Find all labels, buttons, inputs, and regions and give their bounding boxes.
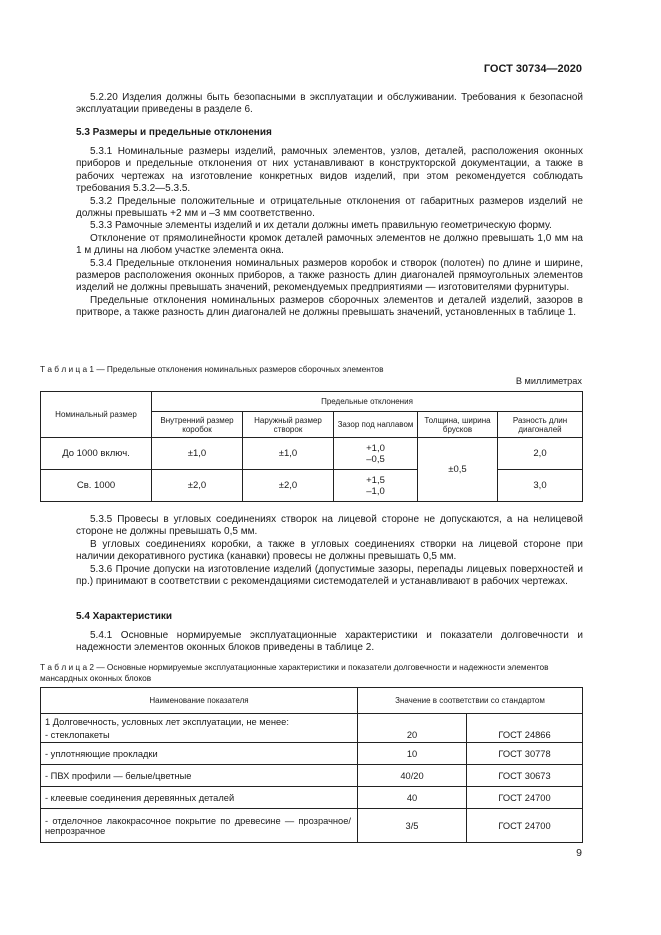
table1-cell-inner: ±2,0 [152, 470, 243, 502]
table-row [41, 765, 583, 787]
table1-cell-size: До 1000 включ. [41, 438, 152, 470]
table1-header-col: Толщина, ширина брусков [418, 412, 498, 438]
table-row [41, 470, 583, 502]
table1-cell-inner: ±1,0 [152, 438, 243, 470]
section-5-4 [76, 611, 583, 623]
paragraph-5-3-1: 5.3.1 Номинальные размеры изделий, рамочных элементов, узлов, деталей, расположения оконных приборов и предельные отклонения от них устанавливают в конструкторской документации, а также в рабочих чертежах на изготовление конкретных видов изделий, при этом рекомендуется соблюдать требования 5.3.2—5.3.5. [76, 146, 583, 195]
table1-cell-gap [334, 438, 418, 470]
table1-cell-thickness: ±0,5 [418, 438, 498, 502]
table1-header-group: Предельные отклонения [152, 392, 583, 412]
paragraph-5-3-4-b: Предельные отклонения номинальных размеров сборочных элементов и деталей изделий, зазоров в притворе, а также разность длин диагоналей не должны превышать значений, установленных в таблице 1. [76, 294, 583, 319]
table1-gap-top: +1,5 [366, 474, 385, 486]
table2-cell-value: 3/5 [358, 809, 467, 843]
table2-cell-standard: ГОСТ 24700 [467, 787, 583, 809]
section-5-4-1 [76, 630, 583, 655]
section-5-3 [76, 127, 583, 139]
table2-header-value: Значение в соответствии со стандартом [358, 688, 583, 714]
table1-caption: Т а б л и ц а 1 — Предельные отклонения номинальных размеров сборочных элементов [40, 364, 384, 374]
paragraph-5-3-5-b: В угловых соединениях коробки, а также в угловых соединениях створки на лицевой стороне при наличии декоративного рустика (канавки) провесы не должны превышать 0,5 мм. [76, 538, 583, 563]
table2-cell-value: 20 [358, 728, 467, 743]
table1-cell-diag: 2,0 [498, 438, 583, 470]
table2-cell-standard: ГОСТ 24700 [467, 809, 583, 843]
table1-gap-top: +1,0 [366, 442, 385, 454]
table1-header-col: Разность длин диагоналей [498, 412, 583, 438]
table2-cell-standard: ГОСТ 30778 [467, 743, 583, 765]
table1-header-col: Наружный размер створок [243, 412, 334, 438]
table1-gap-bottom: –1,0 [366, 485, 385, 497]
heading-5-4: 5.4 Характеристики [76, 611, 173, 622]
paragraph-5-3-5: 5.3.5 Провесы в угловых соединениях створок на лицевой стороне не допускаются, а на нелицевой стороне не должны превышать 0,5 мм. [76, 514, 583, 538]
table1-units: В миллиметрах [515, 376, 582, 386]
section-5-2-20 [76, 92, 583, 117]
document-code: ГОСТ 30734—2020 [483, 63, 582, 75]
table2-cell-standard: ГОСТ 24866 [467, 728, 583, 743]
heading-5-3: 5.3 Размеры и предельные отклонения [76, 127, 272, 138]
table2-cell-value: 10 [358, 743, 467, 765]
table2-cell-name: - клеевые соединения деревянных деталей [41, 787, 358, 809]
paragraph-5-2-20: 5.2.20 Изделия должны быть безопасными в эксплуатации и обслуживании. Требования к безопасной эксплуатации приведены в разделе 6. [76, 92, 583, 116]
table2-group-label: 1 Долговечность, условных лет эксплуатации, не менее: [41, 714, 358, 728]
table2-cell-value: 40 [358, 787, 467, 809]
paragraph-5-3-6: 5.3.6 Прочие допуски на изготовление изделий (допустимые зазоры, перепады лицевых поверхностей и пр.) принимают в соответствии с рекомендациями системодателей и устанавливают в рабочих чертежах. [76, 563, 583, 588]
table2-cell-name: - стеклопакеты [41, 728, 358, 743]
table2-cell-standard: ГОСТ 30673 [467, 765, 583, 787]
table1-cell-diag: 3,0 [498, 470, 583, 502]
table1-header-col: Зазор под наплавом [334, 412, 418, 438]
table2-caption: Т а б л и ц а 2 — Основные нормируемые эксплуатационные характеристики и показатели долговечности и надежности элементов мансардных оконных блоков [40, 662, 549, 683]
paragraph-5-3-4: 5.3.4 Предельные отклонения номинальных размеров коробок и створок (полотен) по длине и ширине, размеров расположения оконных приборов, а также разность длин диагоналей прямоугольных элементов изделий не должны превышать значений, рекомендуемых предприятиями — изготовителями фурнитуры. [76, 257, 583, 294]
table1-cell-gap [334, 470, 418, 502]
table2-cell-name: - уплотняющие прокладки [41, 743, 358, 765]
table1-header-col: Внутренний размер коробок [152, 412, 243, 438]
paragraph-5-3-2: 5.3.2 Предельные положительные и отрицательные отклонения от габаритных размеров изделий не должны превышать +2 мм и –3 мм соответственно. [76, 195, 583, 220]
table1-cell-outer: ±1,0 [243, 438, 334, 470]
table-row [41, 743, 583, 765]
table1 [40, 391, 583, 502]
table2-cell-name: - отделочное лакокрасочное покрытие по древесине — прозрачное/непрозрачное [41, 809, 358, 843]
paragraph-5-3-3-b: Отклонение от прямолинейности кромок деталей рамочных элементов не должно превышать 1,0 мм на 1 м длины на любом участке элемента окна. [76, 232, 583, 257]
paragraph-5-4-1: 5.4.1 Основные нормируемые эксплуатационные характеристики и показатели долговечности и надежности элементов оконных блоков приведены в таблице 2. [76, 630, 583, 654]
page-number: 9 [576, 847, 582, 859]
section-5-3-5 [76, 514, 583, 588]
table2-cell-name: - ПВХ профили — белые/цветные [41, 765, 358, 787]
table2-header-name: Наименование показателя [41, 688, 358, 714]
table-row [41, 438, 583, 470]
table1-cell-outer: ±2,0 [243, 470, 334, 502]
table2-cell-value: 40/20 [358, 765, 467, 787]
paragraph-5-3-3: 5.3.3 Рамочные элементы изделий и их детали должны иметь правильную геометрическую форму. [90, 220, 552, 232]
section-5-3-body [76, 146, 583, 320]
table1-header-nominal: Номинальный размер [41, 392, 152, 438]
table-row [41, 809, 583, 843]
table1-cell-size: Св. 1000 [41, 470, 152, 502]
table-row [41, 728, 583, 743]
table2 [40, 687, 583, 843]
table1-gap-bottom: –0,5 [366, 453, 385, 465]
table-row [41, 787, 583, 809]
